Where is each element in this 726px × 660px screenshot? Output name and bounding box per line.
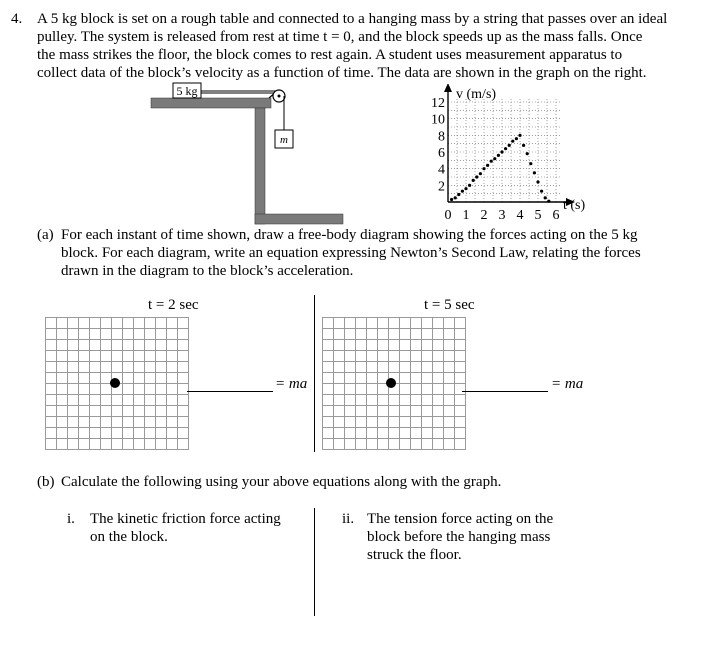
part-a-line: drawn in the diagram to the block’s acceleration. [61,263,354,279]
y-axis-arrow [444,84,452,92]
item-ii-line: block before the hanging mass [367,529,551,545]
data-point [464,187,467,190]
data-point [468,184,471,187]
y-tick-label: 10 [431,112,445,128]
item-i-line: on the block. [90,529,168,545]
intro-line: collect data of the block’s velocity as a function of time. The data are shown in the graph on the right. [37,65,647,81]
data-point [493,157,496,160]
data-point [540,190,543,193]
x-tick-label: 1 [462,208,470,223]
data-point [547,200,550,203]
item-ii-text [367,510,553,564]
data-point [461,190,464,193]
data-point [518,134,521,137]
data-point [515,137,518,140]
right-equation-blank[interactable] [462,391,548,392]
divider-b [314,508,315,616]
data-point [504,147,507,150]
data-point [486,164,489,167]
y-tick-label: 2 [438,179,445,195]
data-point [497,154,500,157]
intro-line: A 5 kg block is set on a rough table and connected to a hanging mass by a string that passes over an ideal [37,11,668,27]
left-fbd-block-dot [110,378,120,388]
x-tick-label: 6 [552,208,560,223]
right-fbd-block-dot [386,378,396,388]
part-a-label: (a) [37,227,54,243]
data-point [544,196,547,199]
problem-intro [37,10,717,82]
y-tick-label: 8 [438,129,445,145]
table-leg [255,108,265,224]
part-a-line: For each instant of time shown, draw a free-body diagram showing the forces acting on the 5 kg [61,227,638,243]
block-label: 5 kg [176,84,198,98]
data-point [526,152,529,155]
right-fbd-title-text: t = 5 sec [424,297,475,313]
right-equation-suffix: = ma [551,376,584,392]
item-i-line: The kinetic friction force acting [90,511,281,527]
part-b-text: Calculate the following using your above equations along with the graph. [61,474,502,490]
data-point [490,160,493,163]
x-tick-label: 0 [444,208,452,223]
y-tick-label: 12 [431,96,445,111]
table-top [151,98,271,108]
item-ii-line: The tension force acting on the [367,511,554,527]
data-point [529,162,532,165]
y-axis-label: v (m/s) [456,87,497,102]
part-b-label: (b) [37,474,55,490]
data-point [479,172,482,175]
y-tick-label: 4 [438,162,445,178]
x-tick-label: 3 [498,208,506,223]
data-point [482,167,485,170]
right-fbd-title [424,297,475,314]
data-point [511,140,514,143]
intro-line: the mass strikes the floor, the block comes to rest again. A student uses measurement apparatus to [37,47,623,63]
x-axis-label: t (s) [563,198,586,213]
x-tick-label: 2 [480,208,488,223]
left-equation-blank[interactable] [187,391,273,392]
item-i-text [90,510,281,546]
hanging-mass-label: m [280,134,288,146]
y-tick-label: 6 [438,146,445,161]
data-point [472,179,475,182]
problem-number: 4. [11,11,23,27]
intro-line: pulley. The system is released from rest at time t = 0, and the block speeds up as the mass falls. Once [37,29,643,45]
floor [255,214,343,224]
x-tick-label: 4 [516,208,524,223]
graph-points [450,134,550,203]
part-a-line: block. For each diagram, write an equation expressing Newton’s Second Law, relating the forces [61,245,641,261]
left-equation-suffix: = ma [275,376,308,392]
item-ii-line: struck the floor. [367,547,462,563]
x-tick-label: 5 [534,208,542,223]
left-fbd-title-text: t = 2 sec [148,297,199,313]
data-point [533,171,536,174]
data-point [500,150,503,153]
data-point [457,193,460,196]
item-ii-label: ii. [342,511,355,527]
graph-grid [448,98,560,202]
left-fbd-title [148,297,199,314]
data-point [450,198,453,201]
apparatus-diagram [145,80,345,225]
data-point [475,175,478,178]
data-point [454,196,457,199]
divider-a [314,295,315,452]
data-point [508,144,511,147]
part-a-text [61,226,701,280]
velocity-graph [412,84,597,224]
data-point [536,180,539,183]
item-i-label: i. [67,511,75,527]
data-point [522,144,525,147]
